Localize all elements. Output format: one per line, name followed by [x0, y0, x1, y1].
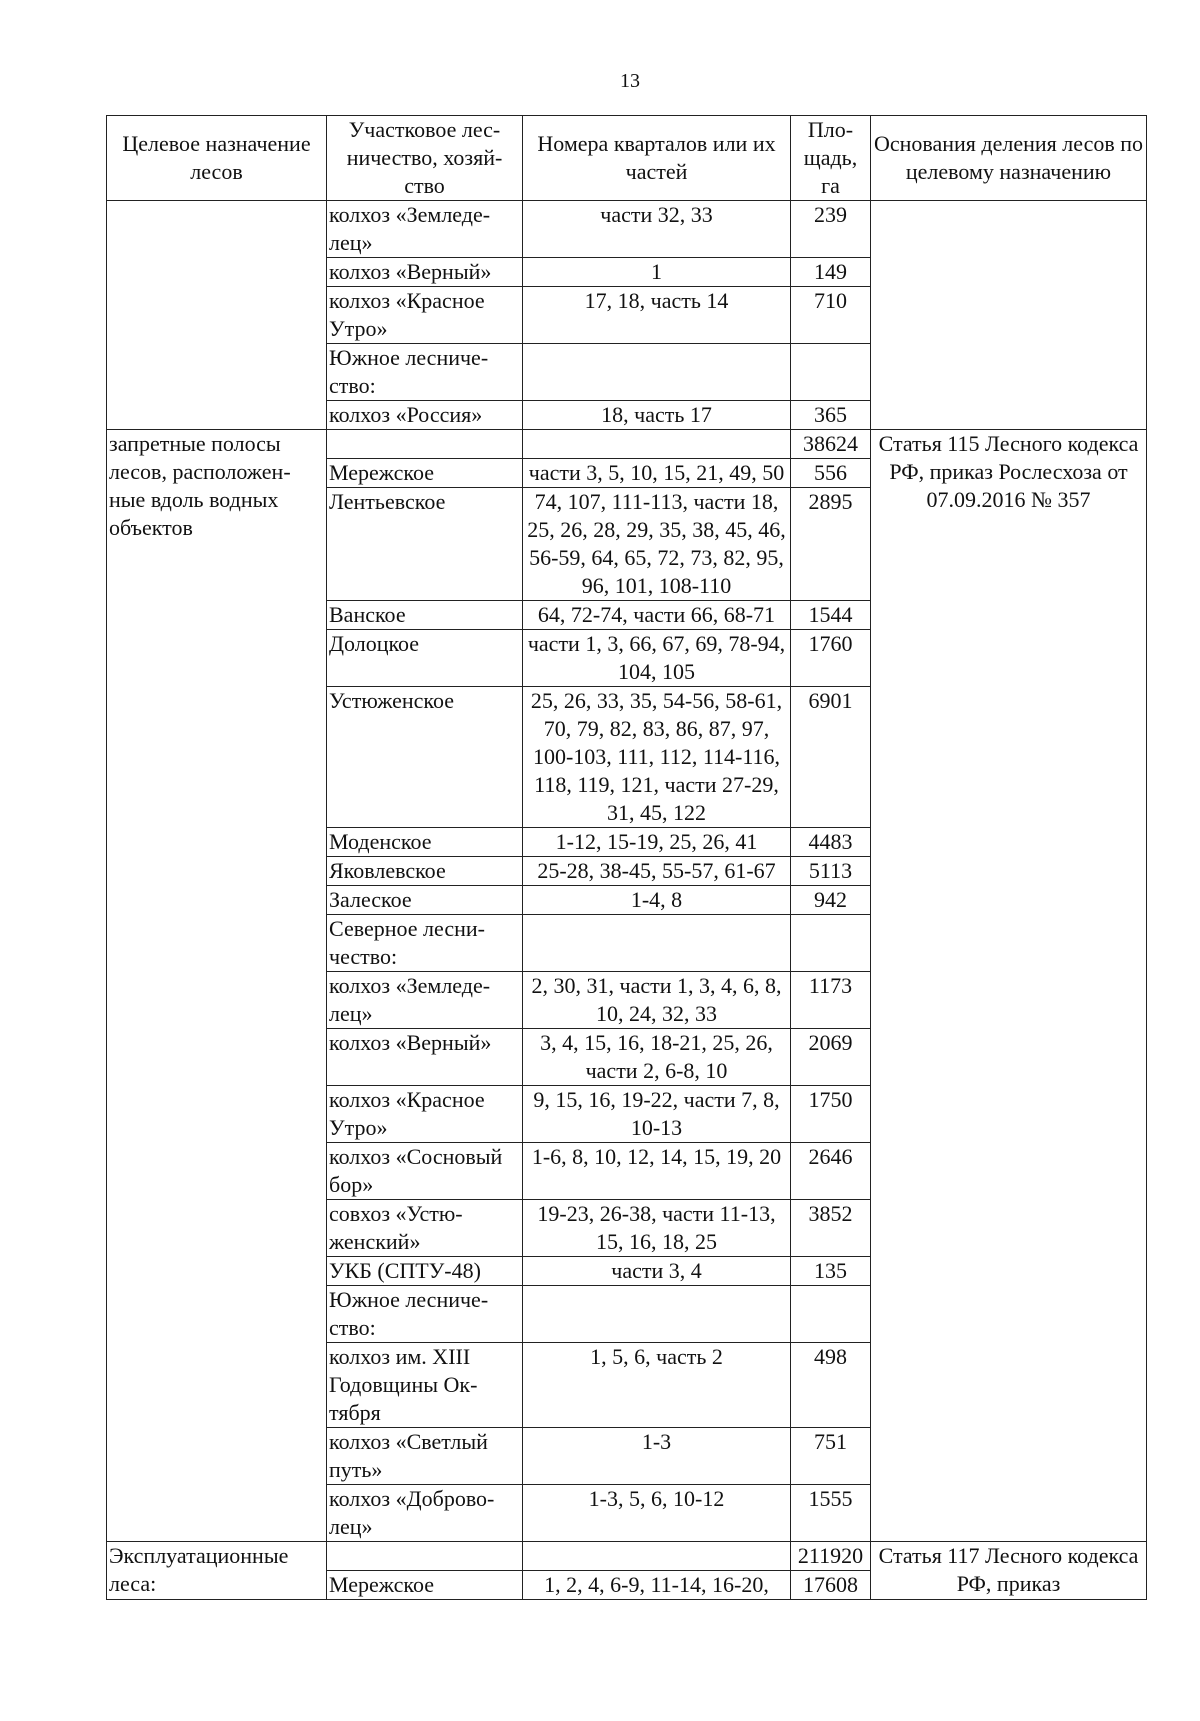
quarters-cell: 1-4, 8	[523, 886, 791, 915]
area-cell	[791, 915, 871, 972]
quarters-cell: части 32, 33	[523, 201, 791, 258]
area-cell: 135	[791, 1257, 871, 1286]
area-cell: 942	[791, 886, 871, 915]
forestry-name: совхоз «Устю-женский»	[327, 1200, 523, 1257]
header-basis: Основания деления лесов по целевому назначению	[871, 116, 1147, 201]
area-cell: 1173	[791, 972, 871, 1029]
forestry-name: колхоз «Верный»	[327, 258, 523, 287]
area-cell: 5113	[791, 857, 871, 886]
area-cell: 4483	[791, 828, 871, 857]
table-row	[107, 430, 1147, 459]
area-cell: 149	[791, 258, 871, 287]
forestry-name: Южное лесниче-ство:	[327, 344, 523, 401]
area-cell	[791, 344, 871, 401]
forestry-name: УКБ (СПТУ-48)	[327, 1257, 523, 1286]
total-area-cell: 38624	[791, 430, 871, 459]
basis-cell: Статья 117 Лесного кодекса РФ, приказ	[871, 1542, 1147, 1600]
forestry-name: Мережское	[327, 459, 523, 488]
forestry-name: колхоз «Верный»	[327, 1029, 523, 1086]
forestry-name: Южное лесниче-ство:	[327, 1286, 523, 1343]
quarters-cell	[523, 1286, 791, 1343]
forestry-name: колхоз «Светлый путь»	[327, 1428, 523, 1485]
area-cell: 6901	[791, 687, 871, 828]
basis-cell-empty	[871, 201, 1147, 430]
quarters-cell: 19-23, 26-38, части 11-13, 15, 16, 18, 25	[523, 1200, 791, 1257]
quarters-cell: части 3, 4	[523, 1257, 791, 1286]
quarters-cell: 1	[523, 258, 791, 287]
quarters-cell: части 3, 5, 10, 15, 21, 49, 50	[523, 459, 791, 488]
forestry-name: колхоз «Красное Утро»	[327, 1086, 523, 1143]
area-cell: 751	[791, 1428, 871, 1485]
quarters-cell: 9, 15, 16, 19-22, части 7, 8, 10-13	[523, 1086, 791, 1143]
forestry-name: Залеское	[327, 886, 523, 915]
area-cell: 1750	[791, 1086, 871, 1143]
quarters-cell: 64, 72-74, части 66, 68-71	[523, 601, 791, 630]
forestry-name: колхоз «Россия»	[327, 401, 523, 430]
header-forestry: Участковое лес-ничество, хозяй-ство	[327, 116, 523, 201]
area-cell: 2646	[791, 1143, 871, 1200]
quarters-cell: 25, 26, 33, 35, 54-56, 58-61, 70, 79, 82, 83, 86, 87, 97, 100-103, 111, 112, 114-116, 118, 119, 121, части 27-29, 31, 45, 122	[523, 687, 791, 828]
quarters-cell: 1, 2, 4, 6-9, 11-14, 16-20,	[523, 1571, 791, 1600]
quarters-cell: 1, 5, 6, часть 2	[523, 1343, 791, 1428]
forestry-name: Мережское	[327, 1571, 523, 1600]
quarters-cell: 1-12, 15-19, 25, 26, 41	[523, 828, 791, 857]
quarters-cell	[523, 430, 791, 459]
area-cell: 2895	[791, 488, 871, 601]
forest-purpose-table	[106, 115, 1147, 1600]
forestry-name: Лентьевское	[327, 488, 523, 601]
forestry-name: колхоз «Земледе-лец»	[327, 201, 523, 258]
page-number: 13	[620, 70, 640, 92]
area-cell: 3852	[791, 1200, 871, 1257]
basis-cell: Статья 115 Лесного кодекса РФ, приказ Рослесхоза от 07.09.2016 № 357	[871, 430, 1147, 1542]
quarters-cell: 1-3	[523, 1428, 791, 1485]
forestry-name	[327, 1542, 523, 1571]
purpose-cell-empty	[107, 201, 327, 430]
quarters-cell: 74, 107, 111-113, части 18, 25, 26, 28, 29, 35, 38, 45, 46, 56-59, 64, 65, 72, 73, 82, 95, 96, 101, 108-110	[523, 488, 791, 601]
forestry-name: Северное лесни-чество:	[327, 915, 523, 972]
forestry-name: колхоз «Доброво-лец»	[327, 1485, 523, 1542]
header-area: Пло-щадь, га	[791, 116, 871, 201]
forestry-name: Долоцкое	[327, 630, 523, 687]
area-cell: 498	[791, 1343, 871, 1428]
quarters-cell	[523, 1542, 791, 1571]
table-row	[107, 1542, 1147, 1571]
quarters-cell: 17, 18, часть 14	[523, 287, 791, 344]
forestry-name: Моденское	[327, 828, 523, 857]
area-cell: 710	[791, 287, 871, 344]
area-cell	[791, 1286, 871, 1343]
header-quarters: Номера кварталов или их частей	[523, 116, 791, 201]
quarters-cell	[523, 344, 791, 401]
forestry-name: колхоз «Земледе-лец»	[327, 972, 523, 1029]
purpose-cell: запретные полосы лесов, расположен-ные вдоль водных объектов	[107, 430, 327, 1542]
area-cell: 365	[791, 401, 871, 430]
purpose-cell: Эксплуатационные леса:	[107, 1542, 327, 1600]
forestry-name: колхоз «Красное Утро»	[327, 287, 523, 344]
area-cell: 1544	[791, 601, 871, 630]
area-cell: 2069	[791, 1029, 871, 1086]
quarters-cell: части 1, 3, 66, 67, 69, 78-94, 104, 105	[523, 630, 791, 687]
quarters-cell: 3, 4, 15, 16, 18-21, 25, 26, части 2, 6-8, 10	[523, 1029, 791, 1086]
table-row	[107, 201, 1147, 258]
forestry-name: Ванское	[327, 601, 523, 630]
area-cell: 17608	[791, 1571, 871, 1600]
quarters-cell: 1-6, 8, 10, 12, 14, 15, 19, 20	[523, 1143, 791, 1200]
forestry-name: колхоз «Сосновый бор»	[327, 1143, 523, 1200]
total-area-cell: 211920	[791, 1542, 871, 1571]
quarters-cell: 2, 30, 31, части 1, 3, 4, 6, 8, 10, 24, 32, 33	[523, 972, 791, 1029]
quarters-cell	[523, 915, 791, 972]
forestry-name: колхоз им. XIII Годовщины Ок-тября	[327, 1343, 523, 1428]
quarters-cell: 18, часть 17	[523, 401, 791, 430]
area-cell: 239	[791, 201, 871, 258]
quarters-cell: 25-28, 38-45, 55-57, 61-67	[523, 857, 791, 886]
quarters-cell: 1-3, 5, 6, 10-12	[523, 1485, 791, 1542]
area-cell: 1555	[791, 1485, 871, 1542]
area-cell: 556	[791, 459, 871, 488]
forestry-name	[327, 430, 523, 459]
area-cell: 1760	[791, 630, 871, 687]
table-header-row	[107, 116, 1147, 201]
forestry-name: Яковлевское	[327, 857, 523, 886]
header-purpose: Целевое назначение лесов	[107, 116, 327, 201]
forestry-name: Устюженское	[327, 687, 523, 828]
